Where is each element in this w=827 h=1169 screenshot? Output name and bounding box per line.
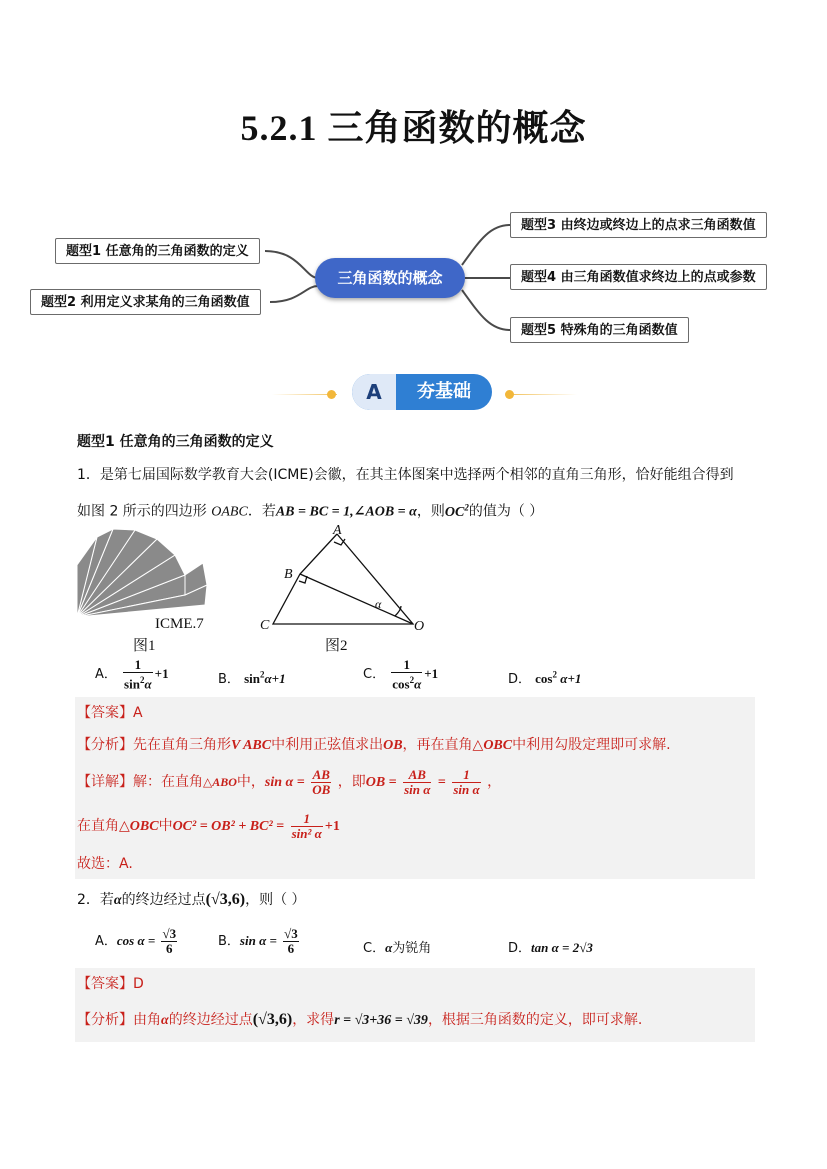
connector-right-1 [462, 225, 510, 265]
q1-text-2d: 的值为（ ） [468, 503, 544, 520]
q1-option-a: A． $\frac{1}{\sin^2\alpha}$ +1 [95, 657, 169, 692]
q1-choose: 故选：A. [77, 856, 133, 872]
q1-number: 1． [77, 467, 100, 483]
page-title: 5.2.1 三角函数的概念 [240, 108, 587, 148]
mindmap-node-type2: 题型2 利用定义求某角的三角函数值 [30, 289, 261, 315]
q1-detail: 【详解】解：在直角△ABO中，sin α = $\frac{AB}{OB}$ ，即OB = $\frac{AB}{\text{sin α}}$ = $\frac{1}{\text{sin α}}$ ， [77, 766, 502, 797]
figure-1-text: ICME.7 [155, 616, 204, 632]
q1-text-2b: ．若 [247, 503, 276, 520]
q2-analysis: 【分析】由角α的终边经过点(√3,6)，求得r = √3+36 = √39，根据三角函数的定义，即可求解. [77, 1011, 643, 1028]
mindmap-center-node: 三角函数的概念 [315, 258, 465, 298]
right-angle-A [334, 539, 345, 545]
q2-option-d: D．tan α = 2√3 [508, 940, 593, 956]
q1-detail-line2: 在直角△OBC中OC² = OB² + BC² = $\frac{1}{\text{sin² α}}$ +1 [77, 810, 340, 841]
q2-option-c: C．α为锐角 [363, 940, 432, 956]
q1-analysis: 【分析】先在直角三角形V ABC中利用正弦值求出OB，再在直角△OBC中利用勾股定理即可求解. [77, 737, 671, 753]
section-letter: A [352, 374, 396, 410]
q1-option-d: D． $\cos^2 \alpha+1$ [508, 669, 582, 687]
figure-1-caption: 图1 [133, 638, 156, 654]
q1-option-c: C． $\frac{1}{\cos^2\alpha}$ +1 [363, 657, 439, 692]
q1-quad: OABC [211, 504, 248, 520]
figure-1-icme-logo [75, 525, 215, 635]
q1-text-2c: ，则 [416, 503, 445, 520]
section-banner [352, 374, 492, 410]
section-label: 夯基础 [417, 381, 471, 402]
connector-left-2 [270, 286, 318, 302]
connector-left-1 [265, 251, 318, 278]
q2-stem: 2．若α的终边经过点(√3,6)，则（ ） [77, 891, 306, 908]
angle-alpha-arc [395, 606, 401, 616]
quad-outline [273, 534, 413, 624]
segment-BO [300, 574, 413, 624]
figure-2-quadrilateral [255, 522, 430, 637]
q2-option-b: B．sin α = $\frac{√3}{6}$ [218, 926, 298, 956]
banner-dot-left [327, 390, 336, 399]
banner-line-right [512, 394, 577, 395]
q1-text-2a: 如图 2 所示的四边形 [77, 503, 207, 520]
mindmap-node-type5: 题型5 特殊角的三角函数值 [510, 317, 689, 343]
label-C: C [260, 618, 270, 633]
q1-line2 [77, 497, 543, 523]
banner-dot-right [505, 390, 514, 399]
figure-2-caption: 图2 [325, 638, 348, 654]
q1-condition: AB = BC = 1,∠AOB = α [275, 504, 417, 520]
q1-option-b: B． $\sin^2\alpha+1$ [218, 669, 286, 687]
q2-option-a: A．cos α = $\frac{√3}{6}$ [95, 926, 177, 956]
label-alpha: α [375, 597, 382, 611]
label-A: A [333, 523, 342, 538]
q1-line1 [77, 465, 734, 485]
q2-answer: 【答案】D [77, 976, 144, 992]
q1-answer: 【答案】A [77, 705, 143, 721]
q1-oc-squared: $OC^2$ [444, 502, 469, 520]
mindmap-node-type3: 题型3 由终边或终边上的点求三角函数值 [510, 212, 767, 238]
section-heading-type1: 题型1 任意角的三角函数的定义 [77, 434, 274, 450]
label-O: O [414, 619, 425, 634]
label-B: B [284, 567, 293, 582]
mindmap-node-type1: 题型1 任意角的三角函数的定义 [55, 238, 260, 264]
q1-text-1: 是第七届国际数学教育大会(ICME)会徽，在其主体图案中选择两个相邻的直角三角形，恰好能组合得到 [99, 467, 734, 483]
mindmap-node-type4: 题型4 由三角函数值求终边上的点或参数 [510, 264, 767, 290]
connector-right-3 [462, 290, 510, 330]
